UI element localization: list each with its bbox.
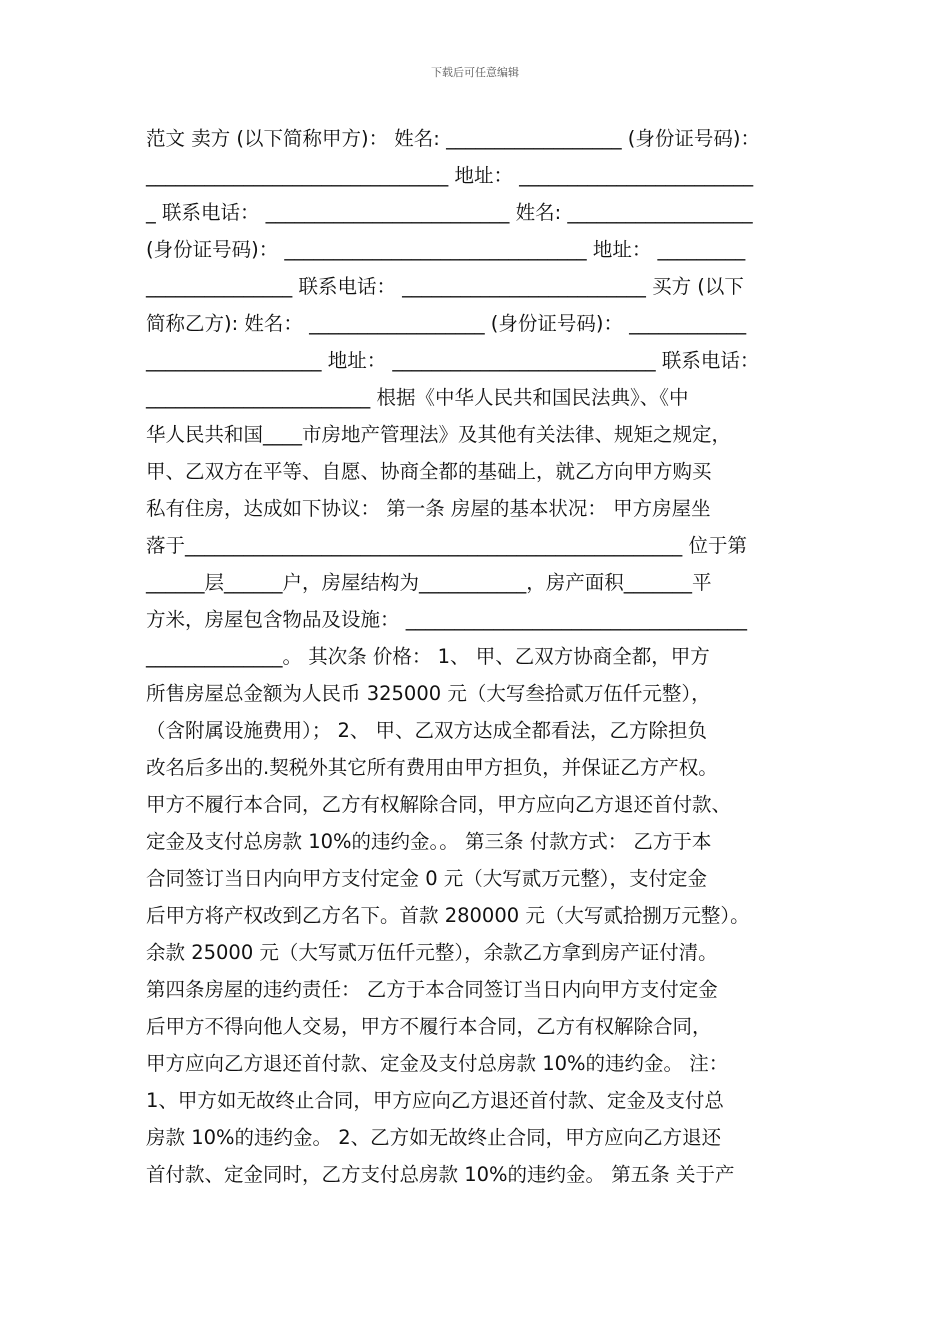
text-line: 简称乙方): 姓名： __________________ (身份证号码)： ____________ <box>146 312 747 335</box>
text-line: （含附属设施费用）； 2、 甲、乙双方达成全都看法，乙方除担负 <box>146 719 708 742</box>
text-line: 落于___________________________________________________ 位于第 <box>146 534 747 557</box>
text-line: 改名后多出的.契税外其它所有费用由甲方担负，并保证乙方产权。 <box>146 756 718 779</box>
text-line: 房款 10%的违约金。 2、乙方如无故终止合同，甲方应向乙方退还 <box>146 1126 722 1149</box>
text-line: (身份证号码)： _______________________________ 地址： _________ <box>146 238 746 261</box>
page-header: 下载后可任意编辑 <box>431 66 519 79</box>
text-line: _______________________________ 地址： ________________________ <box>146 164 754 187</box>
text-line: 后甲方不得向他人交易，甲方不履行本合同，乙方有权解除合同， <box>146 1015 712 1038</box>
text-line: _______________________ 根据《中华人民共和国民法典》、《中 <box>146 386 689 409</box>
text-line: 私有住房，达成如下协议： 第一条 房屋的基本状况： 甲方房屋坐 <box>146 497 711 520</box>
text-line: 定金及支付总房款 10%的违约金。。 第三条 付款方式： 乙方于本 <box>146 830 712 853</box>
text-line: 甲方应向乙方退还首付款、定金及支付总房款 10%的违约金。 注： <box>146 1052 729 1075</box>
text-line: 方米，房屋包含物品及设施： ___________________________________ <box>146 608 747 631</box>
text-line: ______________。 其次条 价格： 1、 甲、乙双方协商全都，甲方 <box>146 645 710 668</box>
contract-body <box>146 120 811 1193</box>
text-line: 余款 25000 元（大写贰万伍仟元整），余款乙方拿到房产证付清。 <box>146 941 718 964</box>
text-line: __________________ 地址： ___________________________ 联系电话： <box>146 349 760 372</box>
text-line: 华人民共和国____市房地产管理法》及其他有关法律、规矩之规定， <box>146 423 732 446</box>
text-line: 甲、乙双方在平等、自愿、协商全都的基础上，就乙方向甲方购买 <box>146 460 712 483</box>
text-line: 第四条房屋的违约责任： 乙方于本合同签订当日内向甲方支付定金 <box>146 978 718 1001</box>
text-line: 合同签订当日内向甲方支付定金 0 元（大写贰万元整），支付定金 <box>146 867 708 890</box>
text-line: _ 联系电话： _________________________ 姓名: ___________________ <box>146 201 753 224</box>
text-line: 范文 卖方 (以下简称甲方)： 姓名: __________________ (身份证号码)： <box>146 127 760 150</box>
text-line: 后甲方将产权改到乙方名下。首款 280000 元（大写贰拾捌万元整）。 <box>146 904 750 927</box>
text-line: 1、甲方如无故终止合同，甲方应向乙方退还首付款、定金及支付总 <box>146 1089 724 1112</box>
text-line: ______层______户，房屋结构为___________，房产面积_______平 <box>146 571 712 594</box>
text-line: 首付款、定金同时，乙方支付总房款 10%的违约金。 第五条 关于产 <box>146 1163 735 1186</box>
text-line: _______________ 联系电话： _________________________ 买方 (以下 <box>146 275 744 298</box>
text-line: 甲方不履行本合同，乙方有权解除合同，甲方应向乙方退还首付款、 <box>146 793 732 816</box>
text-line: 所售房屋总金额为人民币 325000 元（大写叁拾贰万伍仟元整）， <box>146 682 711 705</box>
